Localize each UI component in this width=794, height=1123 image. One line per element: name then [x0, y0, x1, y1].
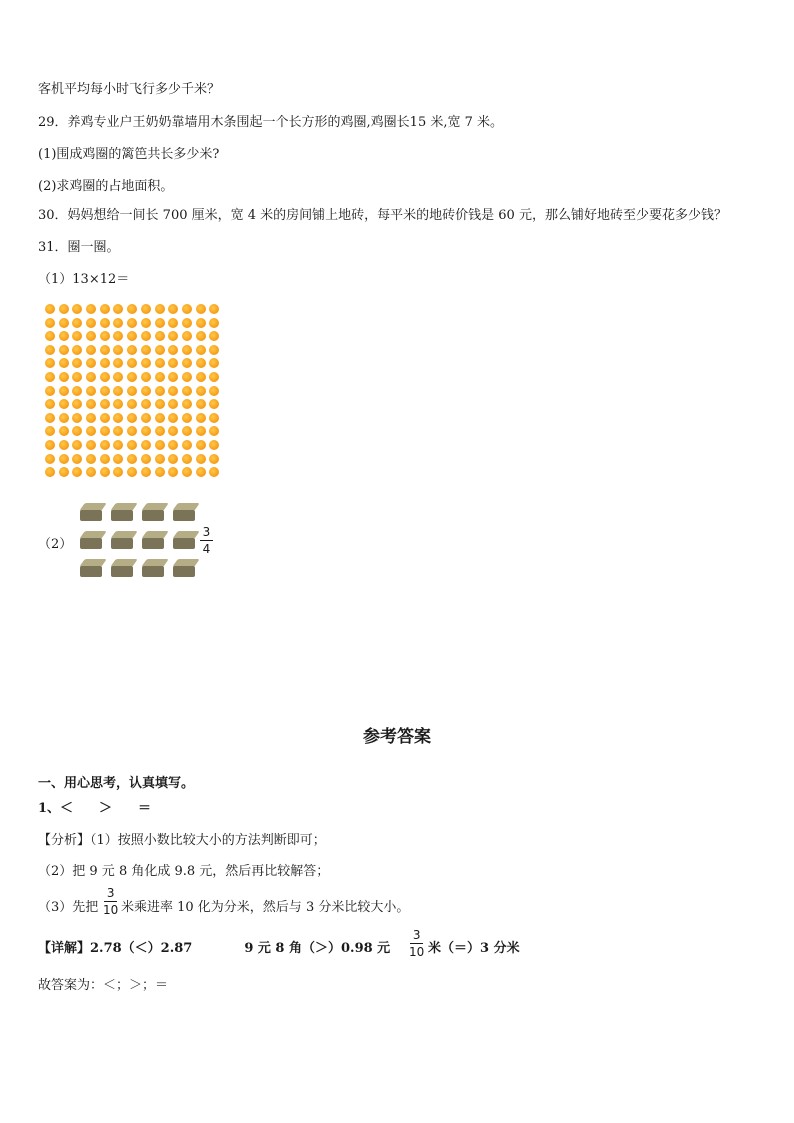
- orange-dot-icon: [113, 386, 123, 396]
- orange-dot-icon: [155, 399, 165, 409]
- orange-dot-icon: [45, 345, 55, 355]
- orange-dot-icon: [72, 318, 82, 328]
- orange-dot-icon: [196, 467, 206, 477]
- orange-dot-icon: [196, 331, 206, 341]
- brick-block-icon: [111, 531, 135, 549]
- orange-dot-icon: [59, 358, 69, 368]
- question-31-part-2: （2）: [38, 537, 73, 552]
- orange-dot-icon: [155, 331, 165, 341]
- orange-dot-icon: [182, 440, 192, 450]
- orange-dot-icon: [155, 454, 165, 464]
- detail-line-prefix: 【详解】2.78（＜）2.87 9 元 8 角（＞）0.98 元: [38, 941, 391, 956]
- question-29: 29．养鸡专业户王奶奶靠墙用木条围起一个长方形的鸡圈,鸡圈长15 米,宽 7 米。: [38, 115, 504, 130]
- orange-dot-icon: [45, 440, 55, 450]
- brick-block-icon: [80, 531, 104, 549]
- orange-dot-icon: [182, 331, 192, 341]
- analysis-line-1: 【分析】（1）按照小数比较大小的方法判断即可；: [38, 833, 326, 848]
- orange-dot-icon: [141, 467, 151, 477]
- orange-dot-icon: [209, 318, 219, 328]
- orange-dot-icon: [182, 467, 192, 477]
- orange-dot-icon: [141, 413, 151, 423]
- orange-dot-icon: [127, 413, 137, 423]
- orange-dot-icon: [45, 413, 55, 423]
- orange-dot-icon: [196, 358, 206, 368]
- orange-dot-icon: [45, 372, 55, 382]
- orange-dot-icon: [127, 454, 137, 464]
- brick-block-icon: [173, 531, 197, 549]
- fraction-bar: [104, 901, 117, 902]
- brick-block-icon: [111, 503, 135, 521]
- orange-dot-icon: [45, 454, 55, 464]
- brick-block-icon: [142, 531, 166, 549]
- orange-dot-icon: [209, 467, 219, 477]
- orange-dot-icon: [113, 358, 123, 368]
- orange-dot-icon: [196, 426, 206, 436]
- orange-dot-icon: [141, 454, 151, 464]
- orange-dot-icon: [196, 345, 206, 355]
- orange-dot-icon: [100, 372, 110, 382]
- orange-dot-icon: [209, 331, 219, 341]
- orange-dot-icon: [45, 467, 55, 477]
- question-29-part-1: (1)围成鸡圈的篱笆共长多少米?: [38, 147, 220, 162]
- answers-section-1: 一、用心思考，认真填写。: [38, 776, 195, 791]
- orange-dot-icon: [72, 454, 82, 464]
- brick-block-icon: [80, 503, 104, 521]
- orange-dot-icon: [141, 318, 151, 328]
- orange-dot-icon: [155, 304, 165, 314]
- orange-dot-icon: [127, 386, 137, 396]
- orange-dot-icon: [127, 440, 137, 450]
- orange-dot-icon: [45, 331, 55, 341]
- orange-dot-icon: [59, 413, 69, 423]
- orange-dot-icon: [100, 467, 110, 477]
- brick-block-icon: [142, 503, 166, 521]
- orange-dot-icon: [59, 331, 69, 341]
- orange-dot-icon: [86, 454, 96, 464]
- orange-dot-icon: [182, 386, 192, 396]
- orange-dot-icon: [113, 318, 123, 328]
- orange-dot-icon: [86, 440, 96, 450]
- orange-dot-icon: [100, 440, 110, 450]
- orange-dot-icon: [113, 304, 123, 314]
- orange-dot-icon: [127, 372, 137, 382]
- orange-dot-icon: [155, 358, 165, 368]
- orange-dot-icon: [141, 304, 151, 314]
- orange-dot-icon: [196, 304, 206, 314]
- orange-dot-icon: [86, 304, 96, 314]
- orange-dot-icon: [72, 345, 82, 355]
- question-31-part-1: （1）13×12＝: [38, 272, 130, 287]
- orange-dot-icon: [59, 372, 69, 382]
- orange-dot-icon: [141, 372, 151, 382]
- analysis-line-3-prefix: （3）先把: [38, 900, 99, 915]
- orange-dot-icon: [168, 358, 178, 368]
- orange-dot-icon: [72, 413, 82, 423]
- orange-dot-icon: [168, 440, 178, 450]
- orange-dot-icon: [59, 454, 69, 464]
- orange-dot-icon: [182, 372, 192, 382]
- orange-dot-icon: [196, 399, 206, 409]
- orange-dot-icon: [100, 454, 110, 464]
- detail-line-suffix: 米（＝）3 分米: [428, 941, 520, 956]
- orange-dot-icon: [196, 440, 206, 450]
- orange-dot-icon: [113, 399, 123, 409]
- orange-dot-icon: [209, 372, 219, 382]
- orange-dot-icon: [72, 372, 82, 382]
- orange-dot-icon: [196, 413, 206, 423]
- orange-dot-icon: [100, 426, 110, 436]
- orange-dot-icon: [182, 318, 192, 328]
- orange-dot-icon: [86, 358, 96, 368]
- orange-dot-icon: [100, 399, 110, 409]
- orange-dot-icon: [100, 331, 110, 341]
- orange-dot-icon: [127, 358, 137, 368]
- fraction-three-quarters: [200, 525, 213, 556]
- orange-dot-icon: [182, 399, 192, 409]
- orange-dot-icon: [59, 467, 69, 477]
- orange-dot-icon: [209, 358, 219, 368]
- orange-dot-icon: [100, 318, 110, 328]
- fraction-denominator: 4: [202, 542, 211, 556]
- answer-1: 1、＜ ＞ ＝: [38, 801, 152, 816]
- orange-dot-icon: [168, 318, 178, 328]
- orange-dot-icon: [155, 426, 165, 436]
- orange-dot-icon: [127, 331, 137, 341]
- orange-dot-icon: [127, 426, 137, 436]
- analysis-line-3-suffix: 米乘进率 10 化为分米，然后与 3 分米比较大小。: [121, 900, 410, 915]
- orange-dot-icon: [86, 318, 96, 328]
- orange-dot-icon: [72, 399, 82, 409]
- orange-dot-icon: [155, 372, 165, 382]
- orange-dot-icon: [168, 331, 178, 341]
- brick-block-grid: [80, 503, 204, 587]
- orange-dot-icon: [45, 386, 55, 396]
- brick-block-icon: [173, 559, 197, 577]
- orange-dot-icon: [72, 304, 82, 314]
- orange-dot-icon: [59, 386, 69, 396]
- orange-dot-icon: [141, 331, 151, 341]
- orange-dot-icon: [86, 413, 96, 423]
- orange-dot-icon: [141, 399, 151, 409]
- orange-dot-icon: [59, 318, 69, 328]
- orange-dot-icon: [100, 345, 110, 355]
- orange-dot-icon: [100, 413, 110, 423]
- question-31: 31．圈一圈。: [38, 240, 120, 255]
- orange-dot-icon: [72, 386, 82, 396]
- orange-dot-icon: [86, 467, 96, 477]
- orange-dot-icon: [113, 440, 123, 450]
- fraction-three-tenths: [409, 928, 424, 959]
- orange-dot-icon: [168, 454, 178, 464]
- orange-dot-icon: [141, 440, 151, 450]
- fraction-three-tenths: [103, 886, 118, 917]
- conclusion: 故答案为：＜；＞；＝: [38, 978, 169, 993]
- orange-dot-icon: [86, 372, 96, 382]
- orange-dot-icon: [127, 345, 137, 355]
- orange-dot-icon: [59, 345, 69, 355]
- orange-dot-icon: [196, 386, 206, 396]
- orange-dot-icon: [182, 345, 192, 355]
- question-28-tail: 客机平均每小时飞行多少千米？: [38, 82, 221, 97]
- orange-dot-icon: [100, 358, 110, 368]
- orange-dot-icon: [155, 440, 165, 450]
- brick-block-icon: [80, 559, 104, 577]
- orange-dot-icon: [182, 304, 192, 314]
- orange-dot-icon: [59, 304, 69, 314]
- orange-dot-icon: [72, 358, 82, 368]
- fraction-denominator: 10: [103, 903, 119, 917]
- analysis-line-2: （2）把 9 元 8 角化成 9.8 元，然后再比较解答；: [38, 864, 330, 879]
- fraction-numerator: 3: [412, 928, 421, 942]
- orange-dot-icon: [168, 372, 178, 382]
- fraction-numerator: 3: [106, 886, 115, 900]
- brick-block-icon: [111, 559, 135, 577]
- orange-dot-icon: [209, 345, 219, 355]
- orange-dot-icon: [209, 454, 219, 464]
- orange-dot-icon: [182, 413, 192, 423]
- orange-dot-icon: [168, 399, 178, 409]
- orange-dot-icon: [209, 426, 219, 436]
- orange-dot-icon: [209, 399, 219, 409]
- orange-dot-icon: [168, 413, 178, 423]
- orange-dot-icon: [168, 426, 178, 436]
- answers-title: 参考答案: [363, 727, 431, 747]
- question-30: 30．妈妈想给一间长 700 厘米，宽 4 米的房间铺上地砖，每平米的地砖价钱是 60 元，那么铺好地砖至少要花多少钱？: [38, 208, 727, 223]
- orange-dot-icon: [113, 467, 123, 477]
- orange-dot-icon: [113, 454, 123, 464]
- orange-dot-icon: [141, 358, 151, 368]
- orange-dot-icon: [196, 454, 206, 464]
- orange-dot-icon: [182, 454, 192, 464]
- orange-dot-icon: [141, 345, 151, 355]
- orange-dot-icon: [155, 345, 165, 355]
- orange-dot-icon: [86, 345, 96, 355]
- orange-dot-icon: [113, 372, 123, 382]
- orange-dot-icon: [209, 440, 219, 450]
- orange-dot-icon: [209, 413, 219, 423]
- fraction-bar: [200, 540, 213, 541]
- orange-dot-icon: [155, 318, 165, 328]
- orange-dot-icon: [59, 399, 69, 409]
- question-29-part-2: (2)求鸡圈的占地面积。: [38, 179, 174, 194]
- orange-dot-icon: [72, 467, 82, 477]
- orange-dot-icon: [182, 426, 192, 436]
- orange-dot-icon: [168, 467, 178, 477]
- orange-dot-icon: [72, 440, 82, 450]
- orange-dot-icon: [141, 386, 151, 396]
- orange-dot-icon: [113, 426, 123, 436]
- orange-dot-icon: [196, 372, 206, 382]
- orange-dot-icon: [86, 386, 96, 396]
- orange-dot-icon: [86, 426, 96, 436]
- orange-dot-icon: [168, 304, 178, 314]
- orange-dot-icon: [209, 304, 219, 314]
- orange-dot-icon: [59, 426, 69, 436]
- orange-dot-icon: [72, 426, 82, 436]
- orange-dot-icon: [209, 386, 219, 396]
- orange-dot-icon: [113, 331, 123, 341]
- brick-block-icon: [142, 559, 166, 577]
- orange-dot-icon: [196, 318, 206, 328]
- orange-dot-grid: [45, 304, 223, 481]
- orange-dot-icon: [86, 399, 96, 409]
- brick-block-icon: [173, 503, 197, 521]
- orange-dot-icon: [45, 358, 55, 368]
- orange-dot-icon: [45, 304, 55, 314]
- fraction-denominator: 10: [409, 945, 425, 959]
- orange-dot-icon: [45, 426, 55, 436]
- orange-dot-icon: [72, 331, 82, 341]
- orange-dot-icon: [155, 386, 165, 396]
- orange-dot-icon: [113, 413, 123, 423]
- orange-dot-icon: [59, 440, 69, 450]
- orange-dot-icon: [168, 386, 178, 396]
- orange-dot-icon: [127, 318, 137, 328]
- orange-dot-icon: [155, 467, 165, 477]
- orange-dot-icon: [100, 304, 110, 314]
- orange-dot-icon: [113, 345, 123, 355]
- fraction-bar: [410, 943, 423, 944]
- orange-dot-icon: [168, 345, 178, 355]
- orange-dot-icon: [100, 386, 110, 396]
- fraction-numerator: 3: [202, 525, 211, 539]
- orange-dot-icon: [127, 467, 137, 477]
- orange-dot-icon: [45, 399, 55, 409]
- orange-dot-icon: [86, 331, 96, 341]
- orange-dot-icon: [155, 413, 165, 423]
- orange-dot-icon: [127, 399, 137, 409]
- orange-dot-icon: [182, 358, 192, 368]
- orange-dot-icon: [127, 304, 137, 314]
- orange-dot-icon: [141, 426, 151, 436]
- orange-dot-icon: [45, 318, 55, 328]
